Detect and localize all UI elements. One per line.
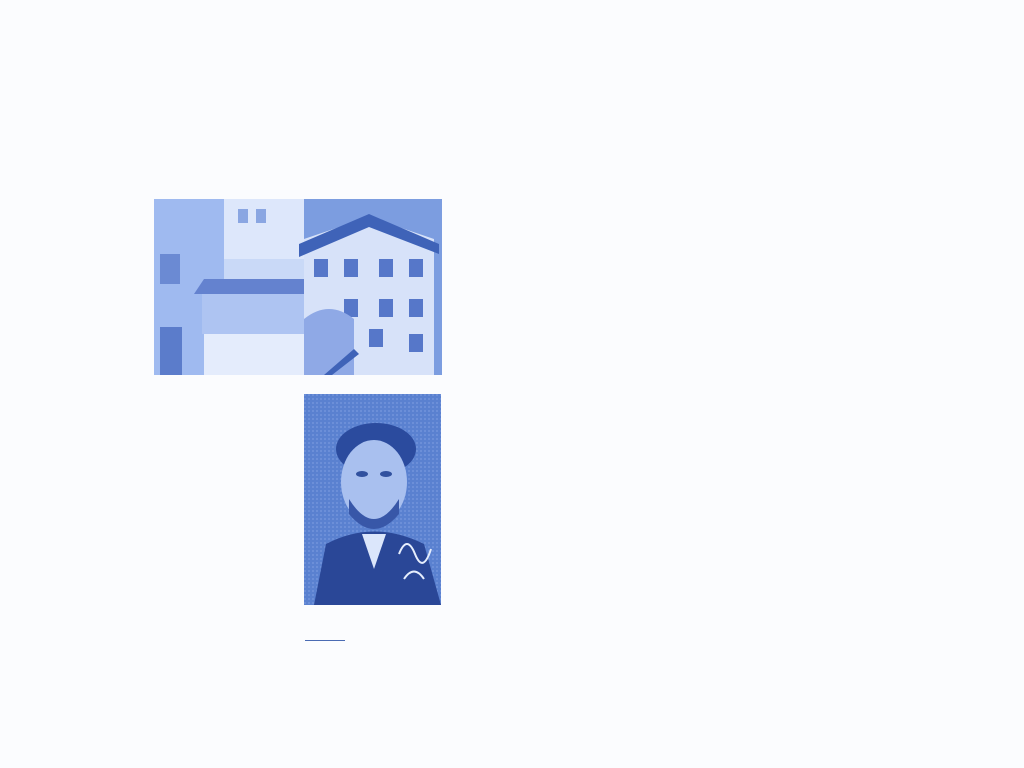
figure-1-caption [459, 200, 589, 202]
brewery-illustration [154, 199, 442, 375]
figure-2-caption [160, 395, 290, 397]
footnote-divider [305, 640, 345, 641]
portrait-illustration [304, 394, 441, 605]
portrait-photo [304, 394, 441, 605]
brewery-photo [154, 199, 442, 375]
